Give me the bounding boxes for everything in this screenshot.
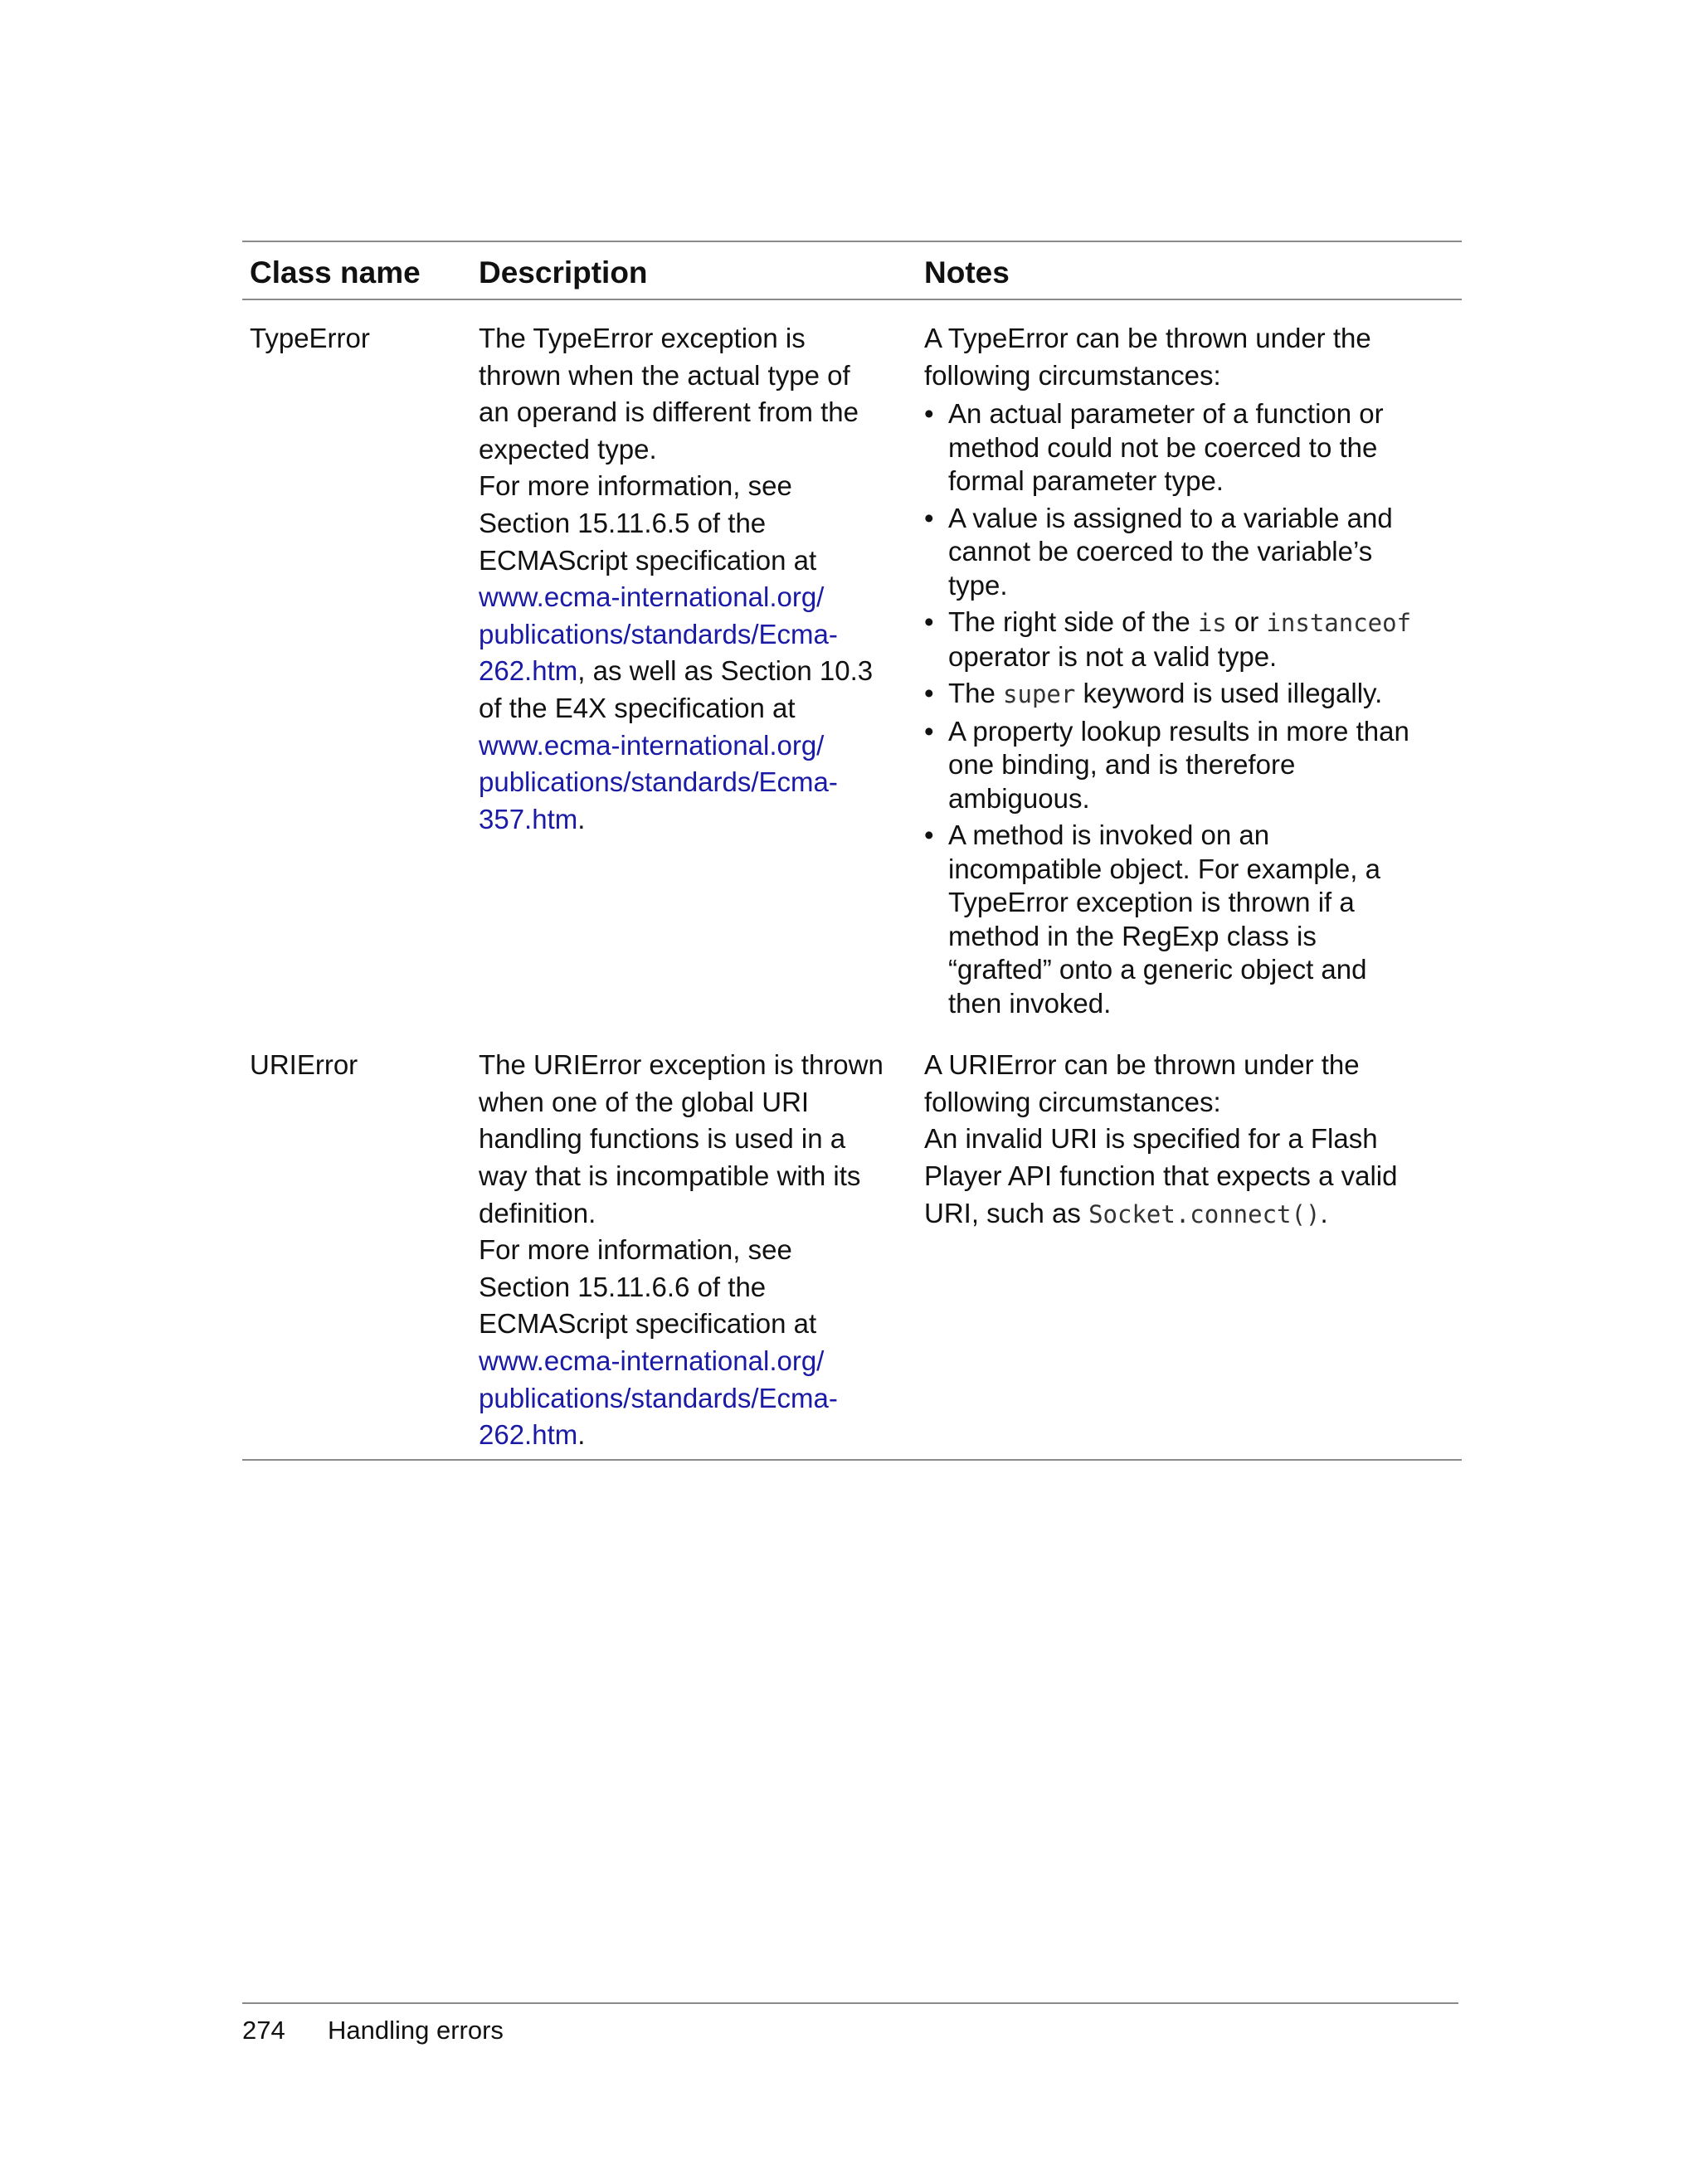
description-cell [471, 1047, 917, 1454]
table-row [242, 1027, 1462, 1459]
code-is: is [1197, 609, 1227, 638]
description-line: ECMAScript specification at [479, 544, 817, 576]
list-item [924, 397, 1462, 499]
ecma-262-link-line[interactable]: publications/standards/Ecma- [479, 618, 838, 649]
bullet-icon: • [924, 678, 934, 709]
header-description: Description [479, 255, 648, 289]
notes-cell [917, 320, 1462, 1020]
bullet-icon: • [924, 398, 934, 430]
notes-intro-line: A TypeError can be thrown under the [924, 323, 1371, 353]
bullet-icon: • [924, 502, 934, 533]
description-line: The URIError exception is thrown [479, 1049, 884, 1081]
bullet-icon: • [924, 715, 934, 747]
bullet-line: ambiguous. [948, 782, 1090, 814]
description-line [479, 801, 917, 839]
description-line: way that is incompatible with its [479, 1160, 861, 1191]
header-class-name: Class name [250, 255, 421, 289]
class-name-cell: TypeError [250, 323, 370, 353]
section-title: Handling errors [328, 2016, 504, 2045]
notes-line: following circumstances: [924, 1086, 1221, 1117]
bullet-line: An actual parameter of a function or [948, 398, 1384, 430]
bullet-line: operator is not a valid type. [948, 640, 1278, 672]
ecma-357-link-line[interactable]: publications/standards/Ecma- [479, 766, 838, 798]
description-line: The TypeError exception is [479, 323, 806, 353]
description-line: Section 15.11.6.5 of the [479, 507, 767, 538]
notes-text: URI, such as [924, 1197, 1089, 1228]
description-text: . [577, 803, 586, 834]
bullet-line: method in the RegExp class is [948, 920, 1317, 951]
list-item [924, 502, 1462, 603]
bullet-icon: • [924, 606, 934, 638]
bullet-line [948, 677, 1462, 712]
header-notes: Notes [924, 255, 1010, 289]
description-text: . [577, 1419, 586, 1451]
bullet-line: method could not be coerced to the [948, 431, 1378, 463]
bullet-icon: • [924, 820, 934, 851]
description-text: , as well as Section 10.3 [577, 655, 874, 687]
table-row [242, 300, 1462, 1027]
notes-line: Player API function that expects a valid [924, 1160, 1398, 1191]
bullet-line: TypeError exception is thrown if a [948, 887, 1355, 918]
bullet-line: then invoked. [948, 987, 1112, 1019]
description-line [479, 1417, 917, 1454]
description-line: of the E4X specification at [479, 692, 796, 723]
bullet-text: The [948, 678, 1004, 709]
ecma-262-link-line[interactable]: www.ecma-international.org/ [479, 581, 825, 613]
code-socket-connect: Socket.connect() [1088, 1199, 1321, 1228]
bullet-line: A value is assigned to a variable and [948, 502, 1393, 533]
footer-divider [242, 2002, 1458, 2004]
ecma-262-link-line[interactable]: www.ecma-international.org/ [479, 1345, 825, 1376]
page-footer [242, 2014, 504, 2047]
ecma-262-link-line[interactable]: 262.htm [479, 655, 578, 687]
bullet-line: incompatible object. For example, a [948, 853, 1380, 884]
error-classes-table [242, 241, 1462, 1461]
bullet-line: “grafted” onto a generic object and [948, 954, 1367, 985]
list-item [924, 819, 1462, 1020]
code-super: super [1003, 680, 1076, 709]
bullet-line: type. [948, 569, 1008, 601]
notes-line: A URIError can be thrown under the [924, 1049, 1360, 1081]
list-item [924, 715, 1462, 816]
ecma-357-link-line[interactable]: www.ecma-international.org/ [479, 729, 825, 761]
list-item [924, 677, 1462, 712]
ecma-262-link-line[interactable]: publications/standards/Ecma- [479, 1382, 838, 1413]
description-line: handling functions is used in a [479, 1123, 846, 1155]
page-number: 274 [242, 2016, 285, 2045]
description-line: thrown when the actual type of [479, 359, 850, 391]
bullet-line: A property lookup results in more than [948, 715, 1409, 747]
description-line [479, 653, 917, 690]
description-line: ECMAScript specification at [479, 1308, 817, 1340]
bullet-line: cannot be coerced to the variable’s [948, 536, 1373, 567]
bullet-text: or [1226, 606, 1267, 638]
notes-intro-line: following circumstances: [924, 359, 1221, 391]
ecma-262-link-line[interactable]: 262.htm [479, 1419, 578, 1451]
bullet-line: formal parameter type. [948, 465, 1224, 497]
bullet-line [948, 606, 1462, 640]
notes-text: . [1320, 1197, 1328, 1228]
notes-cell [917, 1047, 1462, 1454]
notes-line: An invalid URI is specified for a Flash [924, 1123, 1378, 1155]
ecma-357-link-line[interactable]: 357.htm [479, 803, 578, 834]
description-line: when one of the global URI [479, 1086, 810, 1117]
description-line: For more information, see [479, 470, 792, 502]
description-line: expected type. [479, 433, 657, 465]
description-cell [471, 320, 917, 1020]
notes-bullet-list [924, 397, 1462, 1020]
bullet-text: The right side of the [948, 606, 1198, 638]
description-line: an operand is different from the [479, 396, 859, 428]
list-item [924, 606, 1462, 674]
description-line: For more information, see [479, 1234, 792, 1266]
bullet-line: A method is invoked on an [948, 820, 1270, 851]
table-header-row [242, 242, 1462, 300]
bullet-line: one binding, and is therefore [948, 749, 1296, 781]
class-name-cell: URIError [250, 1049, 358, 1081]
notes-line [924, 1195, 1462, 1233]
description-line: Section 15.11.6.6 of the [479, 1271, 767, 1302]
code-instanceof: instanceof [1266, 609, 1412, 638]
description-line: definition. [479, 1197, 596, 1228]
bullet-text: keyword is used illegally. [1075, 678, 1383, 709]
